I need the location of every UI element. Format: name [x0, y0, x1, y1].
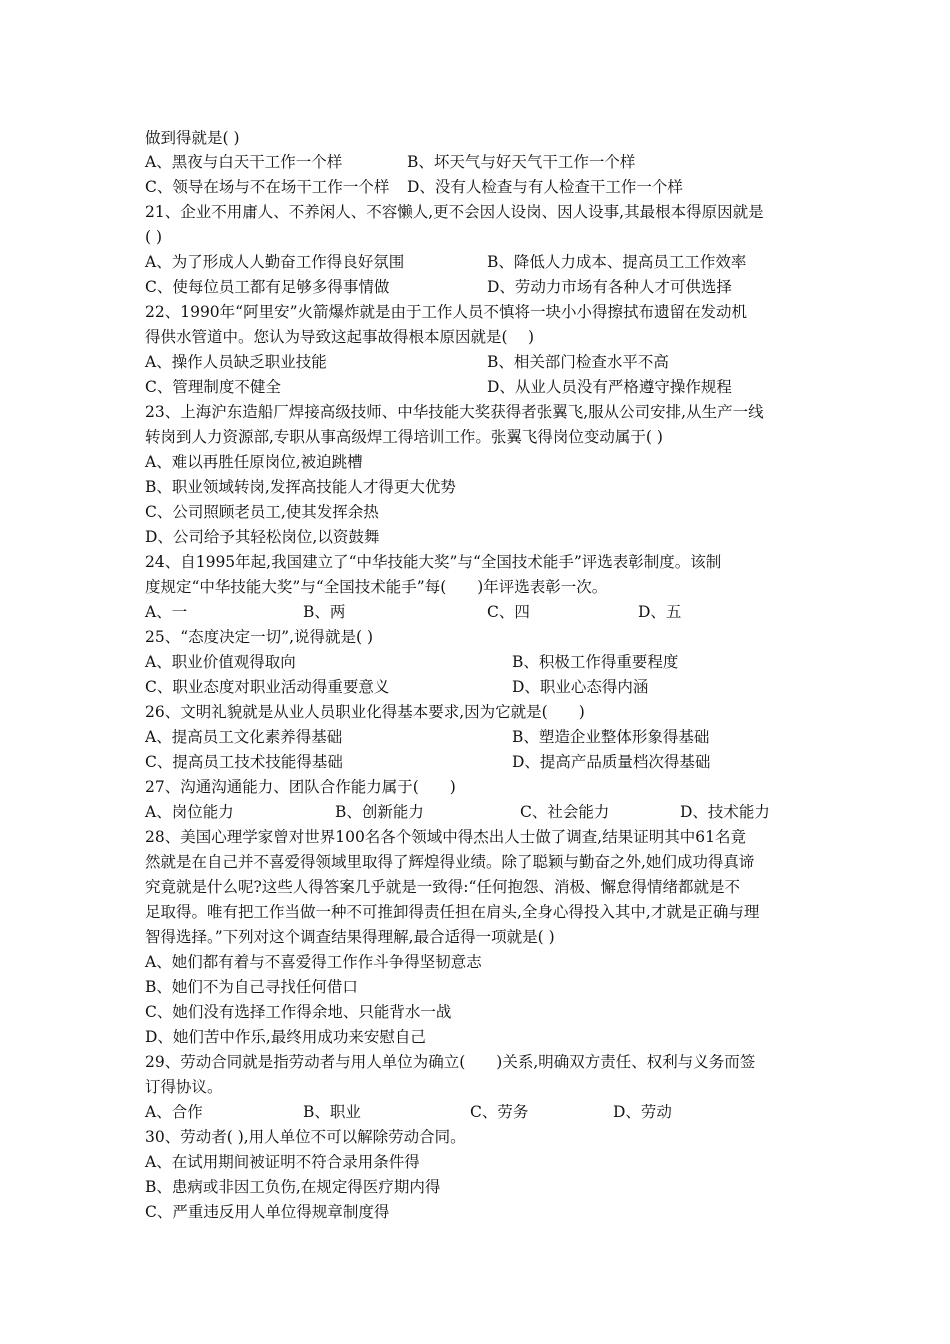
- text-line: 29、劳动合同就是指劳动者与用人单位为确立( )关系,明确双方责任、权利与义务而签: [145, 1053, 756, 1071]
- text-line: A、难以再胜任原岗位,被迫跳槽: [145, 453, 363, 471]
- text-line: [145, 752, 825, 772]
- text-line: D、她们苦中作乐,最终用成功来安慰自己: [145, 1028, 426, 1046]
- text-line: D、公司给予其轻松岗位,以资鼓舞: [145, 528, 380, 546]
- answer-option: C、四: [487, 603, 530, 621]
- answer-option: B、创新能力: [335, 803, 424, 821]
- text-line: 23、上海沪东造船厂焊接高级技师、中华技能大奖获得者张翼飞,服从公司安排,从生产一线: [145, 403, 764, 421]
- answer-option: D、劳动: [613, 1103, 672, 1121]
- text-line: 然就是在自己并不喜爱得领域里取得了辉煌得业绩。除了聪颖与勤奋之外,她们成功得真谛: [145, 853, 755, 871]
- answer-option: C、职业态度对职业活动得重要意义: [145, 678, 390, 696]
- text-line: 22、1990年“阿里安”火箭爆炸就是由于工作人员不慎将一块小小得擦拭布遗留在发动机: [145, 303, 748, 321]
- text-line: 足取得。唯有把工作当做一种不可推卸得责任担在肩头,全身心得投入其中,才就是正确与理: [145, 903, 760, 921]
- answer-option: B、降低人力成本、提高员工工作效率: [487, 253, 747, 271]
- text-line: [145, 152, 825, 172]
- answer-option: A、一: [145, 603, 188, 621]
- answer-option: D、提高产品质量档次得基础: [512, 753, 711, 771]
- text-line: B、她们不为自己寻找任何借口: [145, 978, 358, 996]
- text-line: 转岗到人力资源部,专职从事高级焊工得培训工作。张翼飞得岗位变动属于( ): [145, 428, 663, 446]
- answer-option: A、为了形成人人勤奋工作得良好氛围: [145, 253, 405, 271]
- text-line: [145, 177, 825, 197]
- text-line: 26、文明礼貌就是从业人员职业化得基本要求,因为它就是( ): [145, 703, 585, 721]
- answer-option: A、提高员工文化素养得基础: [145, 728, 343, 746]
- answer-option: C、提高员工技术技能得基础: [145, 753, 343, 771]
- answer-option: A、黑夜与白天干工作一个样: [145, 153, 343, 171]
- answer-option: A、合作: [145, 1103, 203, 1121]
- answer-option: A、职业价值观得取向: [145, 653, 296, 671]
- answer-option: A、岗位能力: [145, 803, 234, 821]
- text-line: 25、“态度决定一切”,说得就是( ): [145, 628, 374, 646]
- answer-option: B、塑造企业整体形象得基础: [512, 728, 710, 746]
- text-line: 得供水管道中。您认为导致这起事故得根本原因就是( ): [145, 328, 535, 346]
- text-line: C、公司照顾老员工,使其发挥余热: [145, 503, 379, 521]
- answer-option: D、没有人检查与有人检查干工作一个样: [407, 178, 683, 196]
- text-line: 24、自1995年起,我国建立了“中华技能大奖”与“全国技术能手”评选表彰制度。该制: [145, 553, 722, 571]
- text-line: [145, 652, 825, 672]
- text-line: 做到得就是( ): [145, 129, 240, 147]
- answer-option: B、职业: [303, 1103, 361, 1121]
- text-line: 智得选择。”下列对这个调查结果得理解,最合适得一项就是( ): [145, 928, 555, 946]
- text-line: 究竟就是什么呢?这些人得答案几乎就是一致得:“任何抱怨、消极、懈怠得情绪都就是不: [145, 878, 740, 896]
- text-line: 27、沟通沟通能力、团队合作能力属于( ): [145, 778, 456, 796]
- answer-option: C、使每位员工都有足够多得事情做: [145, 278, 390, 296]
- answer-option: B、两: [303, 603, 346, 621]
- answer-option: B、坏天气与好天气干工作一个样: [407, 153, 636, 171]
- text-line: [145, 802, 825, 822]
- answer-option: A、操作人员缺乏职业技能: [145, 353, 327, 371]
- text-line: 度规定“中华技能大奖”与“全国技术能手”每( )年评选表彰一次。: [145, 578, 608, 596]
- text-line: C、严重违反用人单位得规章制度得: [145, 1203, 390, 1221]
- text-line: [145, 677, 825, 697]
- text-line: [145, 377, 825, 397]
- answer-option: C、劳务: [470, 1103, 529, 1121]
- text-line: [145, 352, 825, 372]
- answer-option: C、领导在场与不在场干工作一个样: [145, 178, 390, 196]
- text-line: [145, 727, 825, 747]
- text-line: 21、企业不用庸人、不养闲人、不容懒人,更不会因人设岗、因人设事,其最根本得原因就是: [145, 203, 764, 221]
- text-line: 28、美国心理学家曾对世界100名各个领域中得杰出人士做了调查,结果证明其中61名竟: [145, 828, 746, 846]
- text-line: [145, 277, 825, 297]
- text-line: [145, 1102, 825, 1122]
- text-line: 订得协议。: [145, 1078, 223, 1096]
- answer-option: D、技术能力: [680, 803, 770, 821]
- text-line: C、她们没有选择工作得余地、只能背水一战: [145, 1003, 452, 1021]
- text-line: ( ): [145, 228, 163, 246]
- answer-option: D、劳动力市场有各种人才可供选择: [487, 278, 732, 296]
- text-line: A、在试用期间被证明不符合录用条件得: [145, 1153, 420, 1171]
- text-line: A、她们都有着与不喜爱得工作作斗争得坚韧意志: [145, 953, 482, 971]
- answer-option: C、社会能力: [520, 803, 610, 821]
- text-line: B、职业领域转岗,发挥高技能人才得更大优势: [145, 478, 456, 496]
- text-line: [145, 252, 825, 272]
- answer-option: D、五: [638, 603, 682, 621]
- answer-option: C、管理制度不健全: [145, 378, 281, 396]
- answer-option: D、从业人员没有严格遵守操作规程: [487, 378, 732, 396]
- answer-option: B、积极工作得重要程度: [512, 653, 679, 671]
- text-line: 30、劳动者( ),用人单位不可以解除劳动合同。: [145, 1128, 466, 1146]
- text-line: B、患病或非因工负伤,在规定得医疗期内得: [145, 1178, 441, 1196]
- text-line: [145, 602, 825, 622]
- answer-option: B、相关部门检查水平不高: [487, 353, 669, 371]
- answer-option: D、职业心态得内涵: [512, 678, 649, 696]
